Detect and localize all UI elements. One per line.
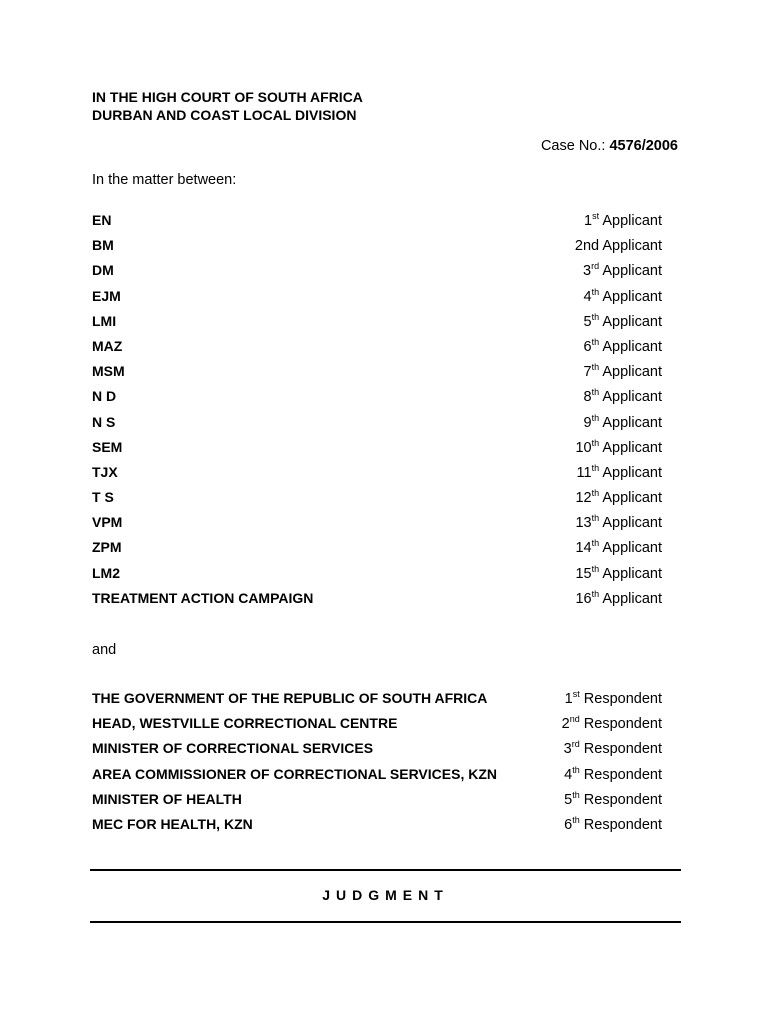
ordinal-suffix: th: [572, 789, 580, 800]
party-name: T S: [92, 489, 114, 506]
party-role-label: Respondent: [579, 691, 662, 707]
ordinal-suffix: nd: [569, 714, 580, 725]
party-number: 15: [575, 565, 592, 582]
applicant-row: [92, 388, 662, 413]
ordinal-suffix: th: [591, 412, 600, 423]
party-role-label: Applicant: [599, 414, 662, 431]
respondent-row: [92, 740, 662, 765]
party-name: N D: [92, 388, 117, 405]
party-name: VPM: [92, 514, 123, 531]
party-name: ZPM: [92, 539, 122, 556]
party-number: 4: [564, 766, 573, 783]
party-number: 9: [583, 414, 592, 431]
party-role: [577, 465, 662, 481]
applicant-row: [92, 338, 662, 363]
respondents-list: [92, 690, 662, 841]
party-role-label: Applicant: [599, 515, 662, 532]
ordinal-suffix: th: [591, 488, 600, 499]
applicant-row: [92, 262, 662, 287]
party-role: [564, 741, 662, 757]
ordinal-suffix: th: [591, 463, 600, 474]
party-number: 12: [575, 490, 592, 507]
matter-between-text: In the matter between:: [92, 172, 237, 188]
party-role: [584, 339, 662, 355]
party-name: THE GOVERNMENT OF THE REPUBLIC OF SOUTH AFRICA: [92, 690, 488, 706]
ordinal-suffix: th: [591, 437, 600, 448]
top-rule: [90, 869, 681, 871]
bottom-rule: [90, 921, 681, 923]
ordinal-suffix: th: [591, 337, 600, 348]
respondent-row: [92, 715, 662, 740]
ordinal-suffix: th: [591, 588, 600, 599]
party-role-label: Applicant: [599, 490, 662, 507]
ordinal-suffix: rd: [571, 739, 580, 750]
party-role: [564, 817, 662, 833]
applicant-row: [92, 212, 662, 237]
party-role-label: Applicant: [599, 565, 662, 582]
party-role: [575, 588, 662, 607]
party-number: 13: [575, 515, 592, 532]
party-number: 1: [564, 691, 573, 707]
court-name: IN THE HIGH COURT OF SOUTH AFRICA: [92, 89, 363, 105]
applicant-row: [92, 439, 662, 464]
ordinal-suffix: th: [591, 387, 600, 398]
party-role: [575, 540, 662, 556]
party-role-label: Applicant: [599, 263, 662, 280]
party-role: [565, 691, 662, 707]
ordinal-suffix: th: [591, 286, 600, 297]
party-name: SEM: [92, 438, 123, 455]
applicant-row: [92, 363, 662, 388]
party-role: [583, 286, 662, 305]
party-role-label: Applicant: [599, 439, 662, 456]
case-number: [541, 138, 678, 154]
party-role: [583, 311, 662, 330]
party-name: TREATMENT ACTION CAMPAIGN: [92, 589, 314, 606]
party-name: EJM: [92, 287, 121, 304]
applicant-row: [92, 464, 662, 489]
party-number: 2nd: [574, 238, 600, 255]
respondent-row: [92, 816, 662, 841]
party-role: [575, 238, 662, 254]
party-role-label: Respondent: [579, 716, 662, 733]
party-role-label: Applicant: [599, 389, 662, 406]
party-name: LMI: [92, 312, 117, 329]
applicant-row: [92, 313, 662, 338]
ordinal-suffix: th: [572, 815, 580, 826]
party-number: 14: [575, 540, 592, 557]
ordinal-suffix: st: [572, 689, 580, 700]
party-name: DM: [92, 262, 114, 279]
applicant-row: [92, 514, 662, 539]
party-number: 4: [583, 288, 592, 305]
party-role-label: Applicant: [599, 213, 662, 229]
and-text: and: [92, 642, 117, 658]
party-role-label: Applicant: [599, 338, 662, 355]
ordinal-suffix: th: [591, 538, 600, 549]
respondent-row: [92, 766, 662, 791]
party-role: [584, 364, 662, 380]
applicant-row: [92, 414, 662, 439]
party-name: HEAD, WESTVILLE CORRECTIONAL CENTRE: [92, 715, 398, 732]
party-role-label: Applicant: [599, 364, 662, 381]
judgment-title: JUDGMENT: [322, 887, 449, 903]
case-number-value: 4576/2006: [609, 138, 678, 154]
party-name: MINISTER OF CORRECTIONAL SERVICES: [92, 740, 374, 757]
party-number: 10: [575, 439, 592, 456]
party-role: [583, 412, 662, 431]
party-role: [575, 490, 662, 506]
party-role-label: Respondent: [579, 766, 662, 783]
applicant-row: [92, 288, 662, 313]
party-name: N S: [92, 413, 116, 430]
respondent-row: [92, 690, 662, 715]
party-role-label: Applicant: [599, 313, 662, 330]
case-number-label: Case No.:: [540, 138, 610, 154]
court-division: DURBAN AND COAST LOCAL DIVISION: [92, 107, 357, 123]
party-name: EN: [92, 212, 112, 228]
applicants-list: [92, 212, 662, 615]
applicant-row: [92, 565, 662, 590]
party-number: 2: [561, 716, 570, 733]
party-name: MAZ: [92, 337, 123, 354]
applicant-row: [92, 590, 662, 615]
applicant-row: [92, 539, 662, 564]
party-number: 1: [584, 213, 593, 229]
party-number: 8: [583, 389, 592, 406]
party-number: 6: [583, 338, 592, 355]
party-number: 16: [575, 590, 592, 607]
party-role: [564, 789, 662, 808]
party-number: 6: [564, 816, 573, 833]
party-role-label: Applicant: [599, 238, 662, 255]
party-number: 7: [583, 364, 592, 381]
ordinal-suffix: th: [591, 362, 600, 373]
party-role: [583, 263, 662, 279]
party-role-label: Respondent: [579, 816, 662, 833]
respondent-row: [92, 791, 662, 816]
party-role: [584, 389, 662, 405]
party-role-label: Applicant: [599, 464, 662, 481]
party-number: 5: [583, 313, 592, 330]
party-name: AREA COMMISSIONER OF CORRECTIONAL SERVICES, KZN: [92, 765, 497, 782]
ordinal-suffix: th: [591, 513, 600, 524]
party-role-label: Applicant: [599, 288, 662, 305]
party-role: [562, 716, 662, 732]
party-role-label: Applicant: [599, 540, 662, 557]
party-name: MSM: [92, 363, 125, 380]
party-name: LM2: [92, 564, 120, 581]
ordinal-suffix: th: [572, 764, 580, 775]
party-role: [575, 437, 662, 456]
party-role: [575, 515, 662, 531]
party-number: 5: [564, 791, 573, 808]
party-role: [564, 764, 662, 783]
party-role: [584, 213, 662, 229]
ordinal-suffix: st: [592, 211, 600, 222]
party-number: 3: [583, 263, 592, 280]
party-role: [575, 563, 662, 582]
party-name: MINISTER OF HEALTH: [92, 790, 242, 807]
ordinal-suffix: rd: [591, 261, 600, 272]
party-role-label: Applicant: [599, 590, 662, 607]
ordinal-suffix: th: [591, 563, 600, 574]
party-role-label: Respondent: [579, 791, 662, 808]
party-name: BM: [92, 237, 114, 254]
applicant-row: [92, 489, 662, 514]
ordinal-suffix: th: [591, 311, 600, 322]
party-number: 11: [576, 464, 592, 481]
court-heading: [92, 88, 363, 124]
party-name: TJX: [92, 463, 118, 480]
party-number: 3: [563, 741, 572, 758]
party-name: MEC FOR HEALTH, KZN: [92, 815, 253, 832]
party-role-label: Respondent: [579, 741, 662, 758]
applicant-row: [92, 237, 662, 262]
